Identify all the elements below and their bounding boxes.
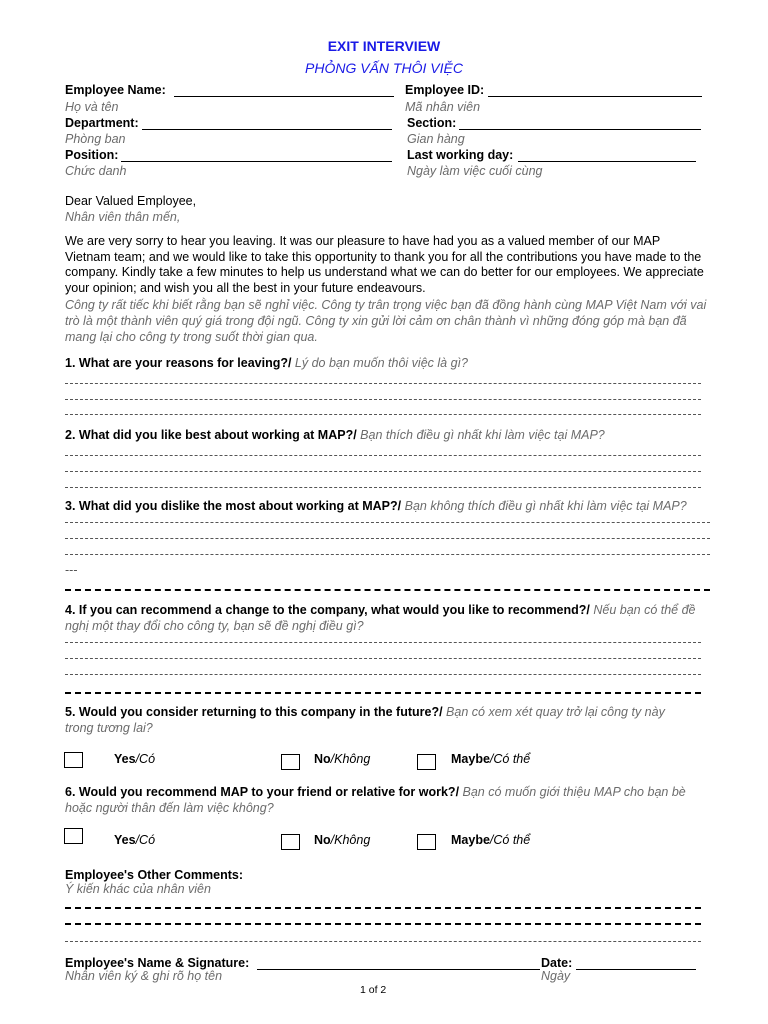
comment-line[interactable] <box>65 923 701 925</box>
question-6-vi: Bạn có muốn giới thiệu MAP cho bạn bè hoặc người thân đến làm việc không? <box>65 785 686 815</box>
answer-line[interactable] <box>65 455 701 456</box>
question-1-en: 1. What are your reasons for leaving?/ <box>65 356 292 370</box>
answer-line[interactable] <box>65 414 701 415</box>
department-field[interactable] <box>142 129 392 130</box>
q6-no-checkbox[interactable] <box>281 834 300 850</box>
comments-vi: Ý kiến khác của nhân viên <box>65 882 211 896</box>
question-4 <box>65 602 705 634</box>
employee-id-field[interactable] <box>488 96 702 97</box>
q6-maybe-label: Maybe/Có thể <box>451 833 531 847</box>
position-vi: Chức danh <box>65 164 127 178</box>
question-1-vi: Lý do bạn muốn thôi việc là gì? <box>291 356 468 370</box>
question-4-en: 4. If you can recommend a change to the company, what would you like to recommend?/ <box>65 603 590 617</box>
question-4-vi: Nếu bạn có thể đề nghị một thay đổi cho công ty, bạn sẽ đề nghị điều gì? <box>65 603 696 633</box>
employee-id-vi: Mã nhân viên <box>405 100 481 114</box>
department-label: Department: <box>65 116 139 130</box>
question-5-en: 5. Would you consider returning to this company in the future?/ <box>65 705 443 719</box>
answer-line[interactable] <box>65 589 710 591</box>
question-6-en: 6. Would you recommend MAP to your friend or relative for work?/ <box>65 785 460 799</box>
q5-maybe-label: Maybe/Có thể <box>451 752 531 766</box>
q6-yes-label: Yes/Có <box>114 833 156 847</box>
section-label: Section: <box>407 116 457 130</box>
signature-field[interactable] <box>257 969 540 970</box>
question-2-en: 2. What did you like best about working at MAP?/ <box>65 428 357 442</box>
q6-maybe-checkbox[interactable] <box>417 834 436 850</box>
document-subtitle: PHỎNG VẤN THÔI VIỆC <box>305 60 463 76</box>
q6-no-label: No/Không <box>314 833 371 847</box>
question-2-vi: Bạn thích điều gì nhất khi làm việc tại MAP? <box>356 428 605 442</box>
answer-line[interactable] <box>65 399 701 400</box>
question-3 <box>65 498 715 514</box>
answer-line[interactable] <box>65 487 701 488</box>
intro-paragraph-vi: Công ty rất tiếc khi biết rằng bạn sẽ nghỉ việc. Công ty trân trọng việc bạn đã đồng hành cùng MAP Việt Nam với vai trò là một thành viên quý giá trong đội ngũ. Công ty xin gửi lời cảm ơn chân thành vì những đóng góp mà bạn đã mang lại cho công ty trong suốt thời gian qua. <box>65 298 707 344</box>
position-label: Position: <box>65 148 119 162</box>
question-5-vi: Bạn có xem xét quay trở lại công ty này trong tương lai? <box>65 705 665 735</box>
answer-line[interactable] <box>65 538 710 539</box>
employee-id-label: Employee ID: <box>405 83 485 97</box>
answer-line[interactable] <box>65 674 701 675</box>
q5-no-label: No/Không <box>314 752 371 766</box>
greeting-en: Dear Valued Employee, <box>65 194 197 208</box>
answer-line[interactable] <box>65 642 701 643</box>
last-working-day-label: Last working day: <box>407 148 514 162</box>
question-3-en: 3. What did you dislike the most about working at MAP?/ <box>65 499 402 513</box>
signature-vi: Nhân viên ký & ghi rõ họ tên <box>65 969 223 983</box>
answer-line[interactable] <box>65 383 701 384</box>
employee-name-label: Employee Name: <box>65 83 166 97</box>
q5-yes-checkbox[interactable] <box>64 752 83 768</box>
page-number: 1 of 2 <box>360 984 387 996</box>
q6-yes-checkbox[interactable] <box>64 828 83 844</box>
employee-name-field[interactable] <box>174 96 394 97</box>
answer-line[interactable] <box>65 471 701 472</box>
section-field[interactable] <box>459 129 701 130</box>
date-vi: Ngày <box>541 969 571 983</box>
q5-maybe-checkbox[interactable] <box>417 754 436 770</box>
question-2 <box>65 427 707 443</box>
comments-label: Employee's Other Comments: <box>65 868 244 882</box>
q5-yes-label: Yes/Có <box>114 752 156 766</box>
intro-paragraph-en: We are very sorry to hear you leaving. It was our pleasure to have had you as a valued member of our MAP Vietnam team; and we would like to take this opportunity to thank you for all the contributions you have made to the company. Kindly take a few minutes to help us understand what we can do better for our employees. We appreciate your opinion; and wish you all the best in your future endeavours. <box>65 234 704 295</box>
comment-line[interactable] <box>65 907 701 909</box>
answer-line[interactable] <box>65 554 710 555</box>
last-working-day-vi: Ngày làm việc cuối cùng <box>407 164 543 178</box>
answer-line[interactable] <box>65 658 701 659</box>
department-vi: Phòng ban <box>65 132 126 146</box>
question-6 <box>65 784 705 816</box>
question-5 <box>65 704 695 736</box>
position-field[interactable] <box>121 161 392 162</box>
comment-line[interactable] <box>65 941 701 942</box>
question-1 <box>65 355 707 371</box>
date-field[interactable] <box>576 969 696 970</box>
question-3-vi: Bạn không thích điều gì nhất khi làm việc tại MAP? <box>401 499 687 513</box>
document-title: EXIT INTERVIEW <box>327 38 441 54</box>
date-label: Date: <box>541 956 573 970</box>
q5-no-checkbox[interactable] <box>281 754 300 770</box>
employee-name-vi: Họ và tên <box>65 100 119 114</box>
answer-line[interactable] <box>65 692 701 694</box>
signature-label: Employee's Name & Signature: <box>65 956 250 970</box>
section-vi: Gian hàng <box>407 132 465 146</box>
answer-line[interactable] <box>65 522 710 523</box>
greeting-vi: Nhân viên thân mến, <box>65 210 181 224</box>
answer-line-continuation: --- <box>65 563 78 577</box>
last-working-day-field[interactable] <box>518 161 696 162</box>
